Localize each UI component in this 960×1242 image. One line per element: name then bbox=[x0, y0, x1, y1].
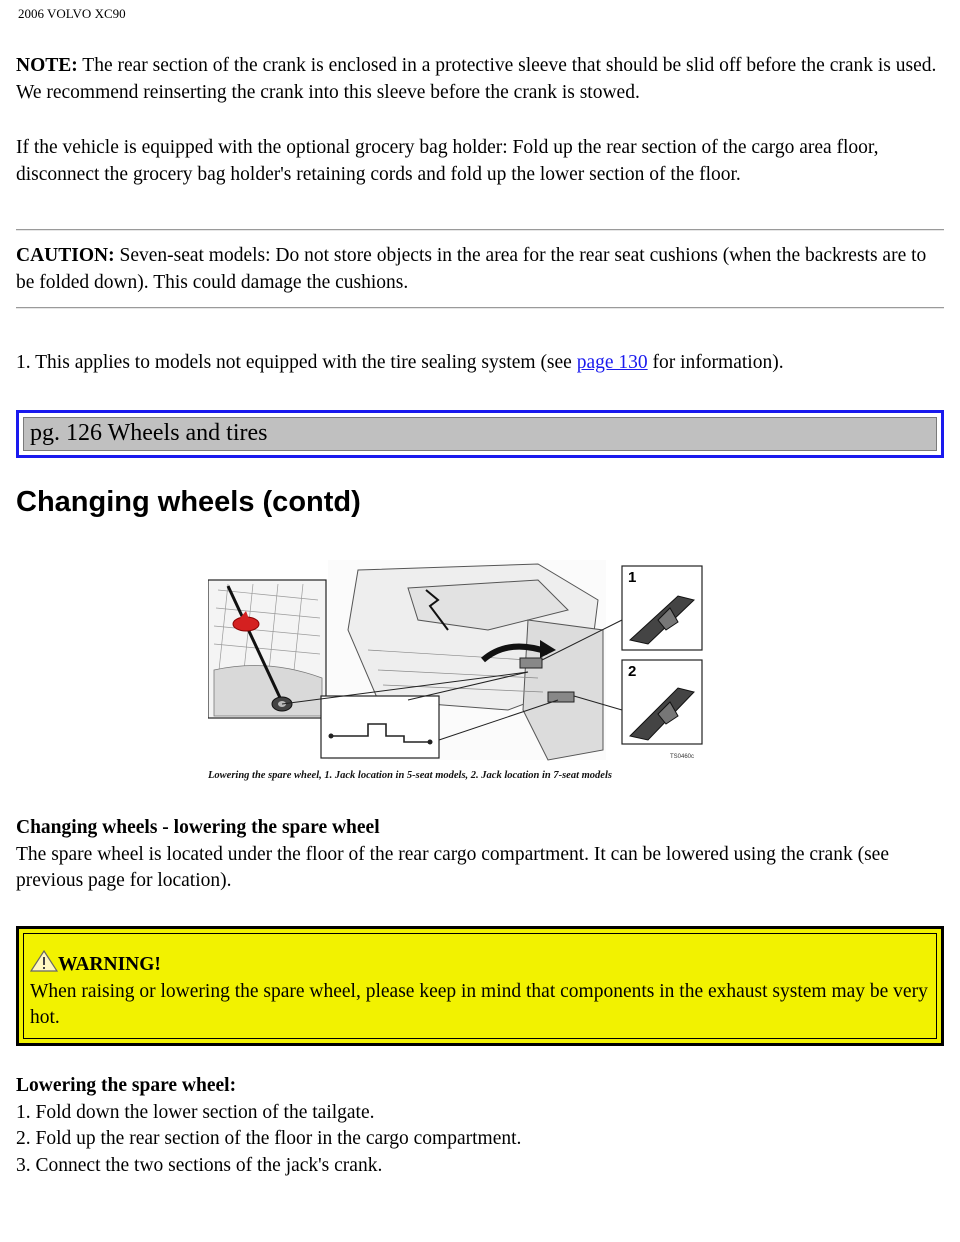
spare-wheel-figure bbox=[208, 560, 748, 790]
step-item: 1. Fold down the lower section of the tailgate. bbox=[16, 1101, 375, 1123]
note-text: The rear section of the crank is enclosed in a protective sleeve that should be slid off before the crank is used. We recommend reinserting the crank into this sleeve before the crank is stowed. bbox=[16, 55, 937, 103]
page-130-link[interactable]: page 130 bbox=[576, 352, 648, 373]
subsection-title-text: Changing wheels - lowering the spare wheel bbox=[16, 817, 380, 838]
figure-code: TS0460c bbox=[670, 754, 695, 760]
divider-top bbox=[16, 229, 944, 231]
note-label: NOTE: bbox=[16, 55, 78, 76]
steps-title-text: Lowering the spare wheel: bbox=[16, 1075, 237, 1096]
caution-paragraph bbox=[16, 243, 944, 296]
footnote bbox=[16, 350, 944, 377]
page-bar bbox=[16, 410, 944, 458]
page-bar-label: pg. 126 Wheels and tires bbox=[23, 417, 937, 451]
callout-2: 2 bbox=[628, 663, 637, 680]
step-item: 3. Connect the two sections of the jack's crank. bbox=[16, 1154, 383, 1176]
section-title: Changing wheels (contd) bbox=[16, 486, 361, 518]
warning-content bbox=[23, 933, 937, 1039]
warning-text: When raising or lowering the spare wheel, please keep in mind that components in the exhaust system may be very hot. bbox=[30, 980, 928, 1028]
subsection-text: The spare wheel is located under the floor of the rear cargo compartment. It can be lowered using the crank (see previous page for location). bbox=[16, 843, 889, 891]
spare-wheel-illustration bbox=[208, 560, 748, 790]
note-paragraph bbox=[16, 53, 944, 106]
grocery-paragraph: If the vehicle is equipped with the optional grocery bag holder: Fold up the rear section of the cargo area floor, disconnect the grocery bag holder's retaining cords and fold up the lower section of the floor. bbox=[16, 137, 879, 185]
callout-1: 1 bbox=[628, 569, 637, 586]
document-header: 2006 VOLVO XC90 bbox=[18, 6, 126, 21]
footnote-text-after: for information). bbox=[647, 352, 784, 373]
steps-title bbox=[16, 1073, 944, 1100]
caution-text: Seven-seat models: Do not store objects in the area for the rear seat cushions (when the backrests are to be folded down). This could damage the cushions. bbox=[16, 245, 927, 293]
warning-box bbox=[16, 926, 944, 1046]
figure-caption: Lowering the spare wheel, 1. Jack location in 5-seat models, 2. Jack location in 7-seat models bbox=[208, 770, 612, 781]
warning-heading bbox=[30, 950, 930, 979]
subsection-block bbox=[16, 815, 944, 895]
caution-label: CAUTION: bbox=[16, 245, 115, 266]
steps-block bbox=[16, 1073, 944, 1179]
step-item: 2. Fold up the rear section of the floor in the cargo compartment. bbox=[16, 1128, 522, 1149]
divider-bottom bbox=[16, 307, 944, 309]
warning-triangle-icon bbox=[30, 950, 58, 972]
warning-label: WARNING! bbox=[58, 954, 161, 975]
footnote-text-before: 1. This applies to models not equipped with the tire sealing system (see bbox=[16, 352, 577, 373]
subsection-title bbox=[16, 815, 944, 842]
